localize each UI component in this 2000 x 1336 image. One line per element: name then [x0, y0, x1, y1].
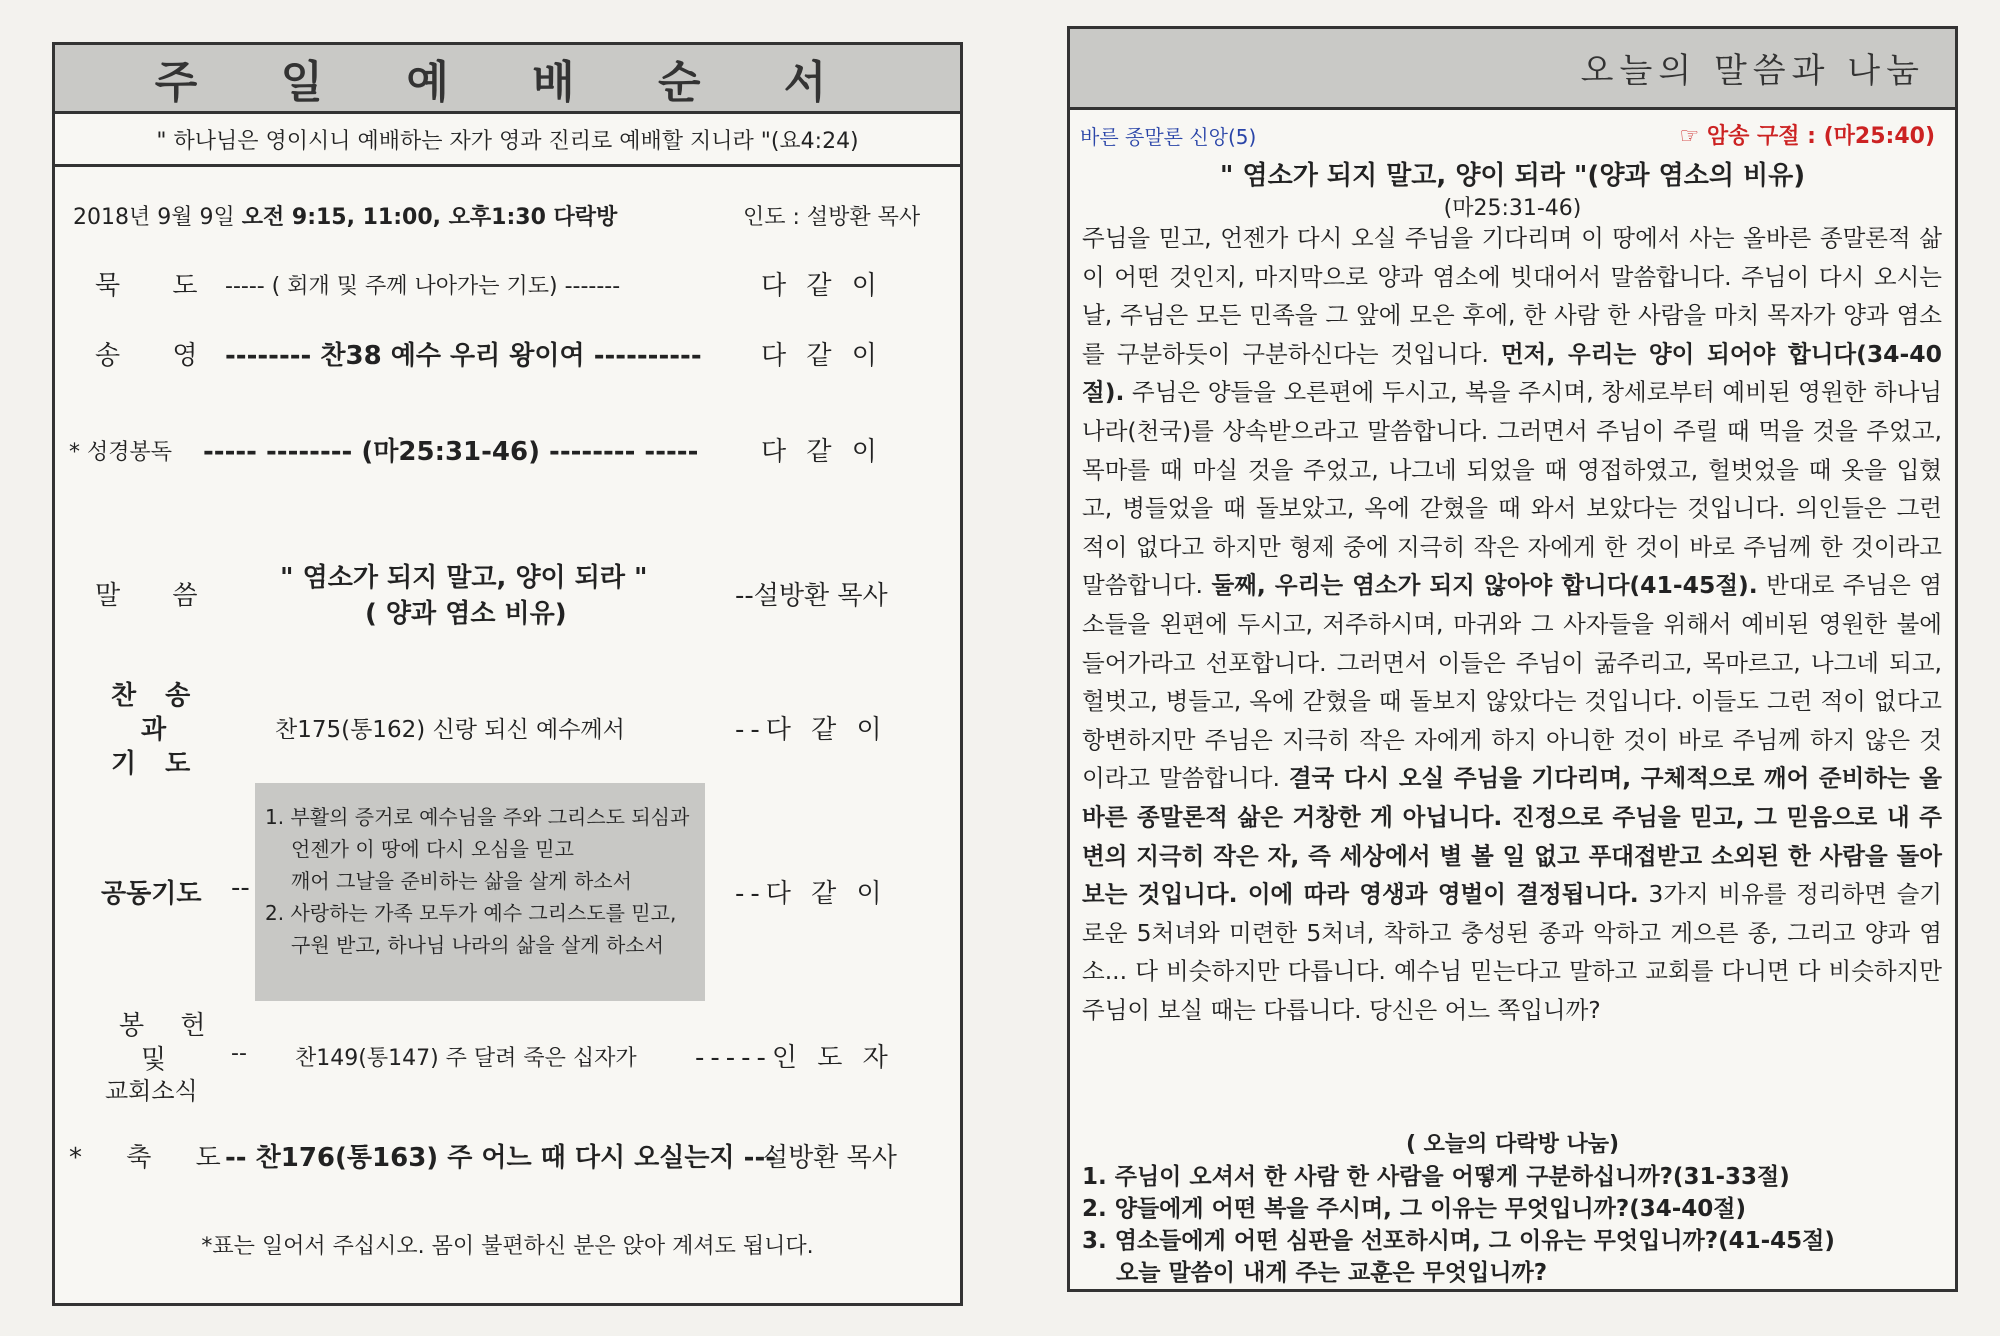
order-item-performer: -----인 도 자: [695, 1043, 894, 1073]
order-item-content: ( 양과 염소 비유): [365, 599, 567, 629]
sermon-reference: (마25:31-46): [1443, 196, 1582, 221]
prayer-line: 구원 받고, 하나님 나라의 삶을 살게 하소서: [291, 933, 664, 957]
order-item-label: 교회소식: [105, 1077, 198, 1105]
order-item-label: 기 도: [111, 749, 201, 779]
order-item-performer: 설방환 목사: [763, 1143, 897, 1173]
order-item-label: * 성경봉독: [69, 440, 173, 465]
order-item-content: 찬175(통162) 신랑 되신 예수께서: [275, 717, 625, 743]
order-item-content: ----- -------- (마25:31-46) -------- -----: [203, 437, 699, 467]
order-item-performer: --설방환 목사: [735, 581, 888, 611]
prayer-line: 깨어 그날을 준비하는 삶을 살게 하소서: [291, 869, 632, 893]
service-date: 2018년 9월 9일: [73, 205, 242, 230]
order-item-label: 찬 송: [111, 681, 201, 711]
order-item-content: -------- 찬38 예수 우리 왕이여 ----------: [225, 341, 702, 371]
sermon-emphasis: 둘째, 우리는 염소가 되지 않아야 합니다(41-45절).: [1211, 571, 1758, 600]
order-item-label: * 축 도: [69, 1143, 239, 1173]
service-times: 오전 9:15, 11:00, 오후1:30 다락방: [241, 205, 618, 230]
order-item-label: 말 씀: [95, 581, 220, 611]
order-item-content: 찬149(통147) 주 달려 죽은 십자가: [295, 1046, 637, 1071]
sermon-title: " 염소가 되지 말고, 양이 되라 "(양과 염소의 비유): [1219, 161, 1806, 191]
discussion-question: 오늘 말씀이 내게 주는 교훈은 무엇입니까?: [1116, 1260, 1548, 1286]
order-item-label: 공동기도: [101, 879, 202, 909]
order-item-label: 묵 도: [95, 271, 220, 301]
sermon-emphasis: 결국 다시 오실 주님을 기다리며, 구체적으로 깨어 준비하는 올바른 종말론적 삶은 거창한 게 아닙니다. 진정으로 주님을 믿고, 그 믿음으로 내 주변의 지극히 작은 자, 즉 세상에서 별 볼 일 없고 푸대접받고 소외된 한 사람을 돌아보는 것입니다. 이에 따라 영생과 영벌이 결정됩니다.: [1082, 764, 1942, 909]
prayer-line: 2. 사랑하는 가족 모두가 예수 그리스도를 믿고,: [265, 901, 677, 925]
discussion-question: 1. 주님이 오셔서 한 사람 한 사람을 어떻게 구분하십니까?(31-33절): [1082, 1164, 1790, 1190]
sermon-text: 반대로 주님은 염소들을 왼편에 두시고, 저주하시며, 마귀와 그 사자들을 위해서 예비된 영원한 불에 들어가라고 선포합니다. 그러면서 이들은 주님이 굶주리고, 목마르고, 나그네 되고, 헐벗고, 병들고, 옥에 갇혔을 때 돌보지 않았다는 것입니다. 이들도 그런 적이 없다고 항변하지만 주님은 지극히 작은 자에게 하지 아니한 것이 바로 주님께 하지 않은 것이라고 말씀합니다.: [1082, 571, 1942, 793]
service-date-line: [73, 200, 921, 231]
discussion-question: 2. 양들에게 어떤 복을 주시며, 그 이유는 무엇입니까?(34-40절): [1082, 1196, 1747, 1222]
order-item-content: ----- ( 회개 및 주께 나아가는 기도) -------: [225, 274, 621, 299]
discussion-questions: [1082, 1161, 1835, 1289]
order-item-content: -- 찬176(통163) 주 어느 때 다시 오실는지 ---: [225, 1143, 777, 1173]
order-item-performer: 다 같 이: [761, 341, 883, 371]
prayer-line: 1. 부활의 증거로 예수님을 주와 그리스도 되심과: [265, 805, 690, 829]
sermon-panel: [1067, 26, 1958, 1292]
common-prayer-box: [255, 783, 705, 1001]
memory-verse: ☞ 암송 구절 : (마25:40): [1679, 124, 1935, 149]
sermon-text: 3가지 비유를 정리하면 슬기로운 5처녀와 미련한 5처녀, 착하고 충성된 종과 악하고 게으른 종, 그리고 양과 염소... 다 비슷하지만 다릅니다. 예수님 믿는다고 말하고 교회를 다니면 다 비슷하지만 주님이 보실 때는 다릅니다. 당신은 어느 쪽입니까?: [1082, 880, 1942, 1024]
order-item-label: 봉 헌: [119, 1011, 220, 1041]
order-item-content: " 염소가 되지 말고, 양이 되라 ": [280, 563, 648, 593]
order-item-label: 송 영: [95, 341, 220, 371]
order-item-performer: --다 같 이: [735, 715, 888, 745]
discussion-title: ( 오늘의 다락방 나눔): [1405, 1132, 1620, 1157]
prayer-line: 언젠가 이 땅에 다시 오심을 믿고: [291, 837, 574, 861]
order-item-performer: 다 같 이: [761, 271, 883, 301]
theme-verse: " 하나님은 영이시니 예배하는 자가 영과 진리로 예배할 지니라 "(요4:24): [55, 114, 960, 167]
worship-order-panel: 주 일 예 배 순 서 " 하나님은 영이시니 예배하는 자가 영과 진리로 예배할 지니라 "(요4:24) 2018년 9월 9일 오전 9:15, 11:00, 오후1:30 다락방 인도 : 설방환 목사 묵 도 ----- ( 회개 및 주께 나아가는 기도) ------- 다 같 이 송 영 -------- 찬38 예수 우리 왕이여 ---------- 다 같 이 * 성경봉독 ----- -------- (마25:31-46) -------- ----- 다 같 이 말 씀 " 염소가 되지 말고, 양이 되라 " ( 양과 염소 비유) --설방환 목사 찬 송 과 기 도 찬175(통162) 신랑 되신 예수께서 --다 같 이 공동기도 -- --다 같 이 1. 부활의 증거로 예수님을 주와 그리스도 되심과 언젠가 이 땅에 다시 오심을 믿고 깨어 그날을 준비하는 삶을 살게 하소서 2. 사랑하는 가족 모두가 예수 그리스도를 믿고, 구원 받고, 하나님 나라의 삶을 살게 하소서 봉 헌 및 교회소식 -- 찬149(통147) 주 달려 죽은 십자가 -----인 도 자 * 축 도 -- 찬176(통163) 주 어느 때 다시 오실는지 --- 설방환 목사 *표는 일어서 주십시오. 몸이 불편하신 분은 앉아 계셔도 됩니다.: [52, 42, 963, 1306]
order-item-label: 과: [141, 715, 167, 745]
sermon-text: 주님을 믿고, 언젠가 다시 오실 주님을 기다리며 이 땅에서 사는 올바른 종말론적 삶이 어떤 것인지, 마지막으로 양과 염소에 빗대어서 말씀합니다. 주님이 다시 오시는 날, 주님은 모든 민족을 그 앞에 모은 후에, 한 사람 한 사람을 마치 목자가 양과 염소를 구분하듯이 구분하신다는 것입니다.: [1082, 224, 1942, 368]
order-item-performer: --다 같 이: [735, 879, 888, 909]
sermon-text: 주님은 양들을 오른편에 두시고, 복을 주시며, 창세로부터 예비된 영원한 하나님 나라(천국)를 상속받으라고 말씀합니다. 그러면서 주님이 주릴 때 먹을 것을 주었고, 목마를 때 마실 것을 주었고, 나그네 되었을 때 영접하였고, 헐벗었을 때 옷을 입혔고, 병들었을 때 돌보았고, 옥에 갇혔을 때 와서 보았다는 것입니다. 의인들은 그런 적이 없다고 하지만 형제 중에 지극히 작은 자에게 한 것이 바로 주님께 한 것이라고 말씀합니다.: [1082, 378, 1942, 600]
sermon-panel-title: 오늘의 말씀과 나눔: [1580, 51, 1925, 91]
worship-order-title: 주 일 예 배 순 서: [55, 45, 960, 114]
order-item-performer: 다 같 이: [761, 437, 883, 467]
sermon-panel-header: [1070, 29, 1955, 110]
sermon-emphasis: 먼저, 우리는 양이 되어야 합니다(34-40절).: [1082, 339, 1942, 407]
series-label: 바른 종말론 신앙(5): [1080, 125, 1257, 149]
discussion-question: 3. 염소들에게 어떤 심판을 선포하시며, 그 이유는 무엇입니까?(41-45절): [1082, 1228, 1835, 1254]
sermon-body: [1082, 219, 1942, 1029]
standing-note: *표는 일어서 주십시오. 몸이 불편하신 분은 앉아 계셔도 됩니다.: [201, 1234, 814, 1259]
service-leader: 인도 : 설방환 목사: [743, 205, 921, 230]
order-item-label: 및: [141, 1045, 167, 1075]
